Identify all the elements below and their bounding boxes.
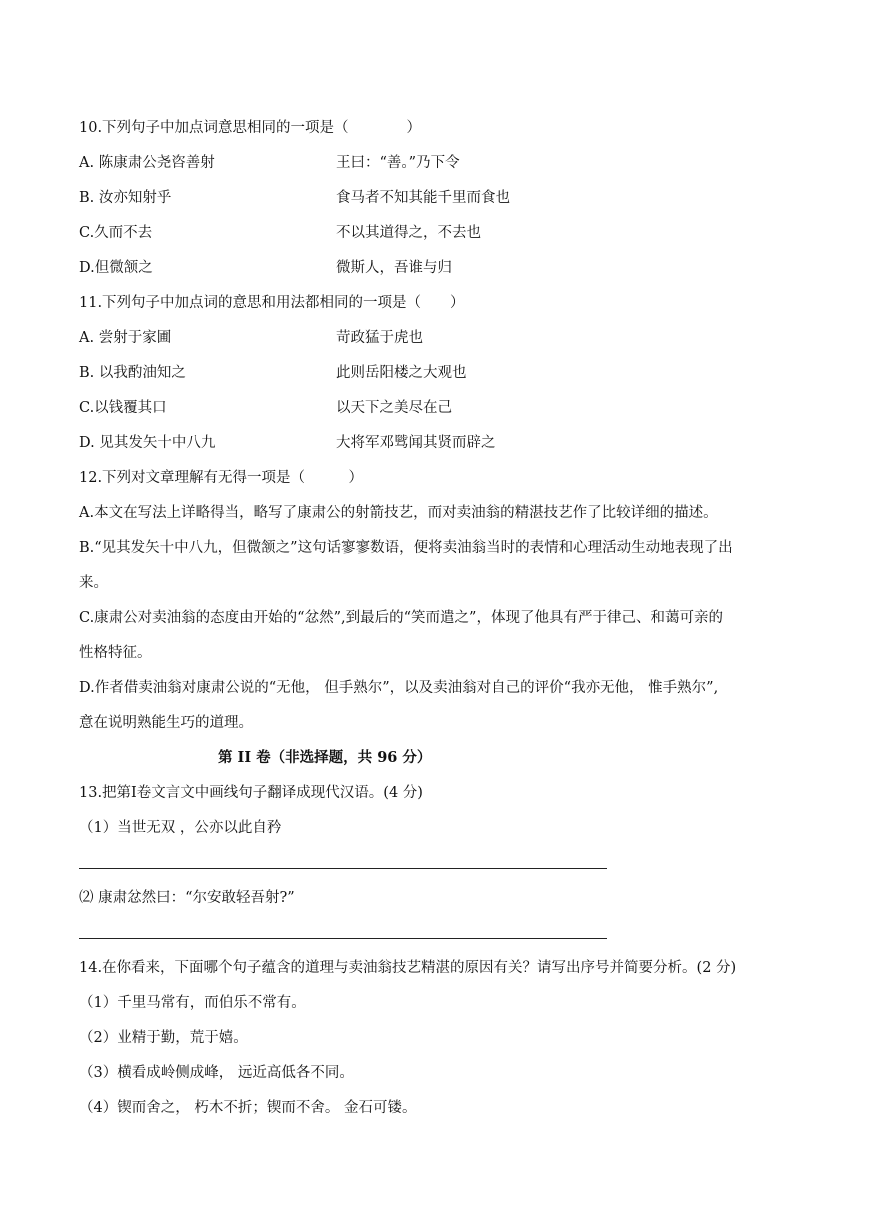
q12-option-d-line1: D.作者借卖油翁对康肃公说的“无他， 但手熟尔”，以及卖油翁对自己的评价“我亦无他， 惟手熟尔”, — [79, 680, 719, 696]
q14-item-4: （4）锲而舍之， 朽木不折；锲而不舍。 金石可镂。 — [79, 1100, 417, 1116]
q10-option-c — [79, 223, 481, 243]
q13-sentence-1: （1）当世无双 ，公亦以此自矜 — [79, 820, 282, 836]
answer-line-1[interactable] — [79, 868, 607, 869]
q11-option-a — [79, 328, 423, 348]
q10-b-right: 食马者不知其能千里而食也 — [336, 190, 510, 206]
q12-option-b-line2: 来。 — [79, 575, 108, 591]
q12-option-c-line2: 性格特征。 — [79, 645, 152, 661]
q10-d-left: D.但微颔之 — [79, 260, 153, 276]
q10-c-right: 不以其道得之，不去也 — [336, 225, 481, 241]
q14-item-2: （2）业精于勤，荒于嬉。 — [79, 1030, 248, 1046]
answer-line-2[interactable] — [79, 938, 607, 939]
q14-item-3: （3）横看成岭侧成峰， 远近高低各不同。 — [79, 1065, 354, 1081]
q14-stem: 14.在你看来，下面哪个句子蕴含的道理与卖油翁技艺精湛的原因有关？请写出序号并简要分析。(2 分) — [79, 960, 737, 976]
q11-a-left: A. 尝射于家圃 — [79, 330, 172, 346]
q12-option-b-line1: B.“见其发矢十中八九，但微颔之”这句话寥寥数语，便将卖油翁当时的表情和心理活动生动地表现了出 — [79, 540, 733, 556]
q11-d-left: D. 见其发矢十中八九 — [79, 435, 216, 451]
q10-d-right: 微斯人，吾谁与归 — [336, 260, 452, 276]
q11-option-b — [79, 363, 467, 383]
q10-a-left: A. 陈康肃公尧咨善射 — [79, 155, 215, 171]
q13-stem: 13.把第Ⅰ卷文言文中画线句子翻译成现代汉语。(4 分) — [79, 785, 423, 801]
q10-b-left: B. 汝亦知射乎 — [79, 190, 172, 206]
q13-sentence-2: ⑵ 康肃忿然曰：“尔安敢轻吾射?” — [79, 890, 295, 906]
q10-option-b — [79, 188, 510, 208]
q12-option-c-line1: C.康肃公对卖油翁的态度由开始的“忿然”,到最后的“笑而遣之”，体现了他具有严于律己、和蔼可亲的 — [79, 610, 723, 626]
q11-option-d — [79, 433, 496, 453]
q12-option-d-line2: 意在说明熟能生巧的道理。 — [79, 715, 253, 731]
q11-b-left: B. 以我酌油知之 — [79, 365, 186, 381]
q11-option-c — [79, 398, 452, 418]
q11-a-right: 苛政猛于虎也 — [336, 330, 423, 346]
q10-c-left: C.久而不去 — [79, 225, 153, 241]
q11-c-left: C.以钱覆其口 — [79, 400, 167, 416]
q10-a-right: 王曰：“善。”乃下令 — [336, 155, 460, 171]
q10-option-d — [79, 258, 452, 278]
q11-d-right: 大将军邓骘闻其贤而辟之 — [336, 435, 496, 451]
q12-option-a: A.本文在写法上详略得当，略写了康肃公的射箭技艺，而对卖油翁的精湛技艺作了比较详细的描述。 — [79, 505, 718, 521]
q11-stem: 11.下列句子中加点词的意思和用法都相同的一项是（ ） — [79, 295, 465, 311]
q10-stem: 10.下列句子中加点词意思相同的一项是（ ） — [79, 120, 422, 136]
q12-stem: 12.下列对文章理解有无得一项是（ ） — [79, 470, 364, 486]
q11-b-right: 此则岳阳楼之大观也 — [336, 365, 467, 381]
q10-option-a — [79, 153, 460, 173]
q11-c-right: 以天下之美尽在己 — [336, 400, 452, 416]
q14-item-1: （1）千里马常有，而伯乐不常有。 — [79, 995, 306, 1011]
section-title: 第 II 卷（非选择题，共 96 分） — [218, 749, 432, 766]
